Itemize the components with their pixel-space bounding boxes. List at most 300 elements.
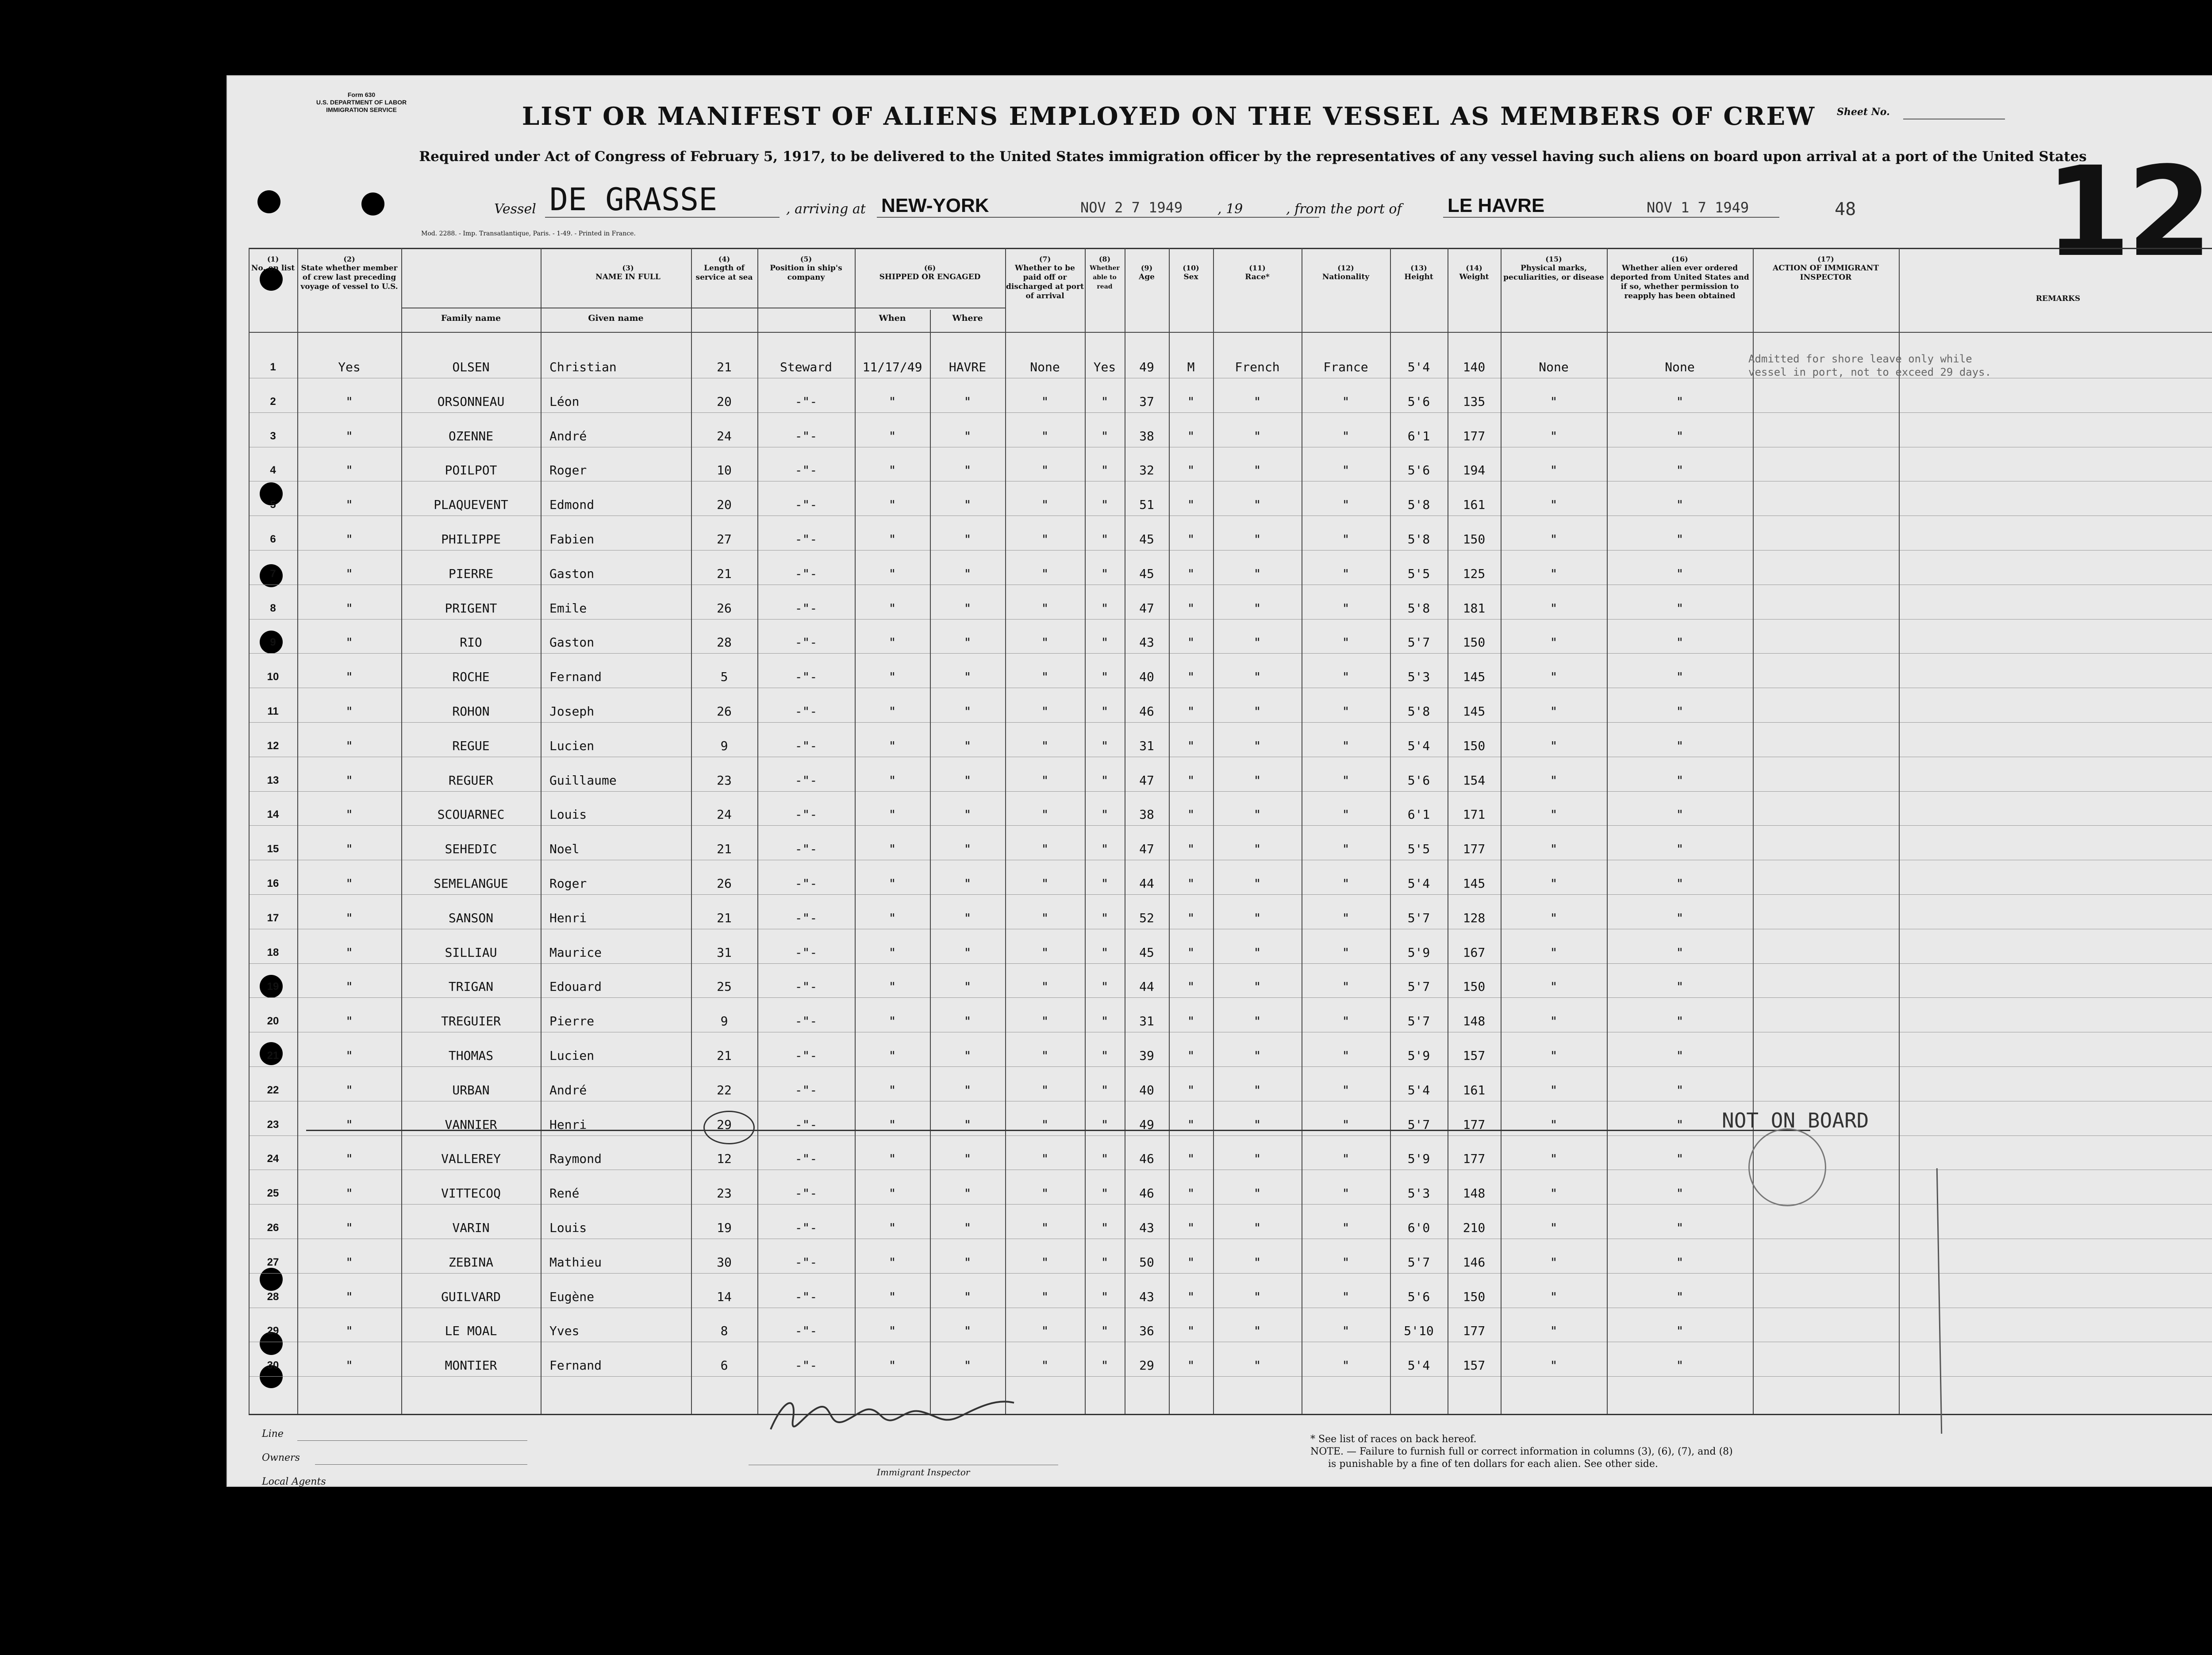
header-age: (9) Age xyxy=(1139,264,1155,281)
cell-marks: " xyxy=(1550,1358,1558,1373)
cell-race: " xyxy=(1253,1220,1261,1235)
col-border xyxy=(1169,248,1170,1414)
cell-weight: 177 xyxy=(1463,1151,1486,1166)
cell-weight: 171 xyxy=(1463,807,1486,822)
cell-when: " xyxy=(888,979,896,994)
cell-marks: " xyxy=(1550,532,1558,547)
cell-where: " xyxy=(964,601,972,616)
header-given-name: Given name xyxy=(588,313,644,323)
cell-nat: " xyxy=(1342,670,1350,684)
cell-nat: " xyxy=(1342,1014,1350,1028)
cell-race: " xyxy=(1253,911,1261,925)
cell-deported: " xyxy=(1676,773,1684,788)
cell-position: -"- xyxy=(795,394,818,409)
form-subtitle: Required under Act of Congress of February 5, 1917, to be delivered to the United States immigration officer by the representatives of any vessel having such aliens on board upon arrival at a port of the United States xyxy=(419,149,2087,165)
cell-sex: " xyxy=(1187,807,1195,822)
cell-weight: 150 xyxy=(1463,532,1486,547)
cell-paid: " xyxy=(1041,911,1049,925)
cell-service: 22 xyxy=(717,1083,732,1097)
cell-height: 5'7 xyxy=(1407,911,1430,925)
cell-prev: Yes xyxy=(338,360,361,374)
cell-race: " xyxy=(1253,1048,1261,1063)
cell-read: " xyxy=(1101,463,1109,477)
col-border xyxy=(1899,248,1900,1414)
vessel-underline xyxy=(545,217,780,218)
col-border xyxy=(401,248,402,1414)
cell-nat: " xyxy=(1342,1289,1350,1304)
cell-marks: " xyxy=(1550,842,1558,856)
cell-nat: " xyxy=(1342,532,1350,547)
sheet-number: 12 xyxy=(2045,140,2208,285)
footer-note-failure: NOTE. — Failure to furnish full or correct information in columns (3), (6), (7), and (8) xyxy=(1310,1446,1733,1457)
cell-prev: " xyxy=(346,429,353,443)
cell-sex: " xyxy=(1187,566,1195,581)
cell-family: VITTECOQ xyxy=(441,1186,501,1201)
cell-where: " xyxy=(964,635,972,650)
cell-sex: " xyxy=(1187,1289,1195,1304)
row-rule xyxy=(249,412,2212,413)
cell-when: " xyxy=(888,842,896,856)
cell-age: 44 xyxy=(1139,979,1154,994)
cell-paid: " xyxy=(1041,429,1049,443)
cell-height: 5'10 xyxy=(1404,1324,1434,1338)
cell-when: " xyxy=(888,566,896,581)
cell-deported: " xyxy=(1676,1083,1684,1097)
header-physical-marks: (15) Physical marks, peculiarities, or disease xyxy=(1503,255,1604,282)
table-header-separator xyxy=(249,332,2212,333)
cell-deported: " xyxy=(1676,497,1684,512)
cell-sex: " xyxy=(1187,1048,1195,1063)
cell-paid: " xyxy=(1041,601,1049,616)
cell-prev: " xyxy=(346,394,353,409)
header-deported: (16) Whether alien ever ordered deported from United States and if so, whether permission to reapply has been obtained xyxy=(1610,255,1749,300)
cell-position: -"- xyxy=(795,1289,818,1304)
row-number: 11 xyxy=(267,705,279,717)
cell-when: " xyxy=(888,945,896,960)
cell-position: -"- xyxy=(795,1014,818,1028)
cell-deported: " xyxy=(1676,601,1684,616)
cell-service: 21 xyxy=(717,360,732,374)
cell-prev: " xyxy=(346,842,353,856)
cell-position: -"- xyxy=(795,739,818,753)
cell-when: " xyxy=(888,704,896,719)
cell-where: " xyxy=(964,1151,972,1166)
cell-read: " xyxy=(1101,532,1109,547)
cell-sex: " xyxy=(1187,739,1195,753)
cell-position: -"- xyxy=(795,1186,818,1201)
cell-race: " xyxy=(1253,1151,1261,1166)
cell-family: PIERRE xyxy=(448,566,494,581)
cell-marks: " xyxy=(1550,739,1558,753)
cell-given: René xyxy=(549,1186,580,1201)
service-circle-mark xyxy=(703,1111,755,1144)
cell-position: -"- xyxy=(795,1220,818,1235)
cell-read: " xyxy=(1101,842,1109,856)
cell-race: " xyxy=(1253,601,1261,616)
cell-weight: 150 xyxy=(1463,635,1486,650)
cell-sex: " xyxy=(1187,1324,1195,1338)
row-number: 17 xyxy=(267,912,279,924)
cell-nat: " xyxy=(1342,842,1350,856)
cell-when: " xyxy=(888,773,896,788)
arrival-date: NOV 2 7 1949 xyxy=(1080,199,1183,216)
cell-paid: " xyxy=(1041,1186,1049,1201)
cell-nat: " xyxy=(1342,1324,1350,1338)
cell-given: Henri xyxy=(549,1117,587,1132)
cell-deported: " xyxy=(1676,566,1684,581)
row-number: 6 xyxy=(270,533,276,545)
cell-when: " xyxy=(888,1358,896,1373)
cell-when: " xyxy=(888,670,896,684)
cell-service: 9 xyxy=(720,1014,728,1028)
cell-prev: " xyxy=(346,1014,353,1028)
row-number: 15 xyxy=(267,843,279,855)
cell-nat: " xyxy=(1342,807,1350,822)
cell-marks: " xyxy=(1550,601,1558,616)
cell-height: 5'4 xyxy=(1407,1083,1430,1097)
cell-read: " xyxy=(1101,670,1109,684)
cell-prev: " xyxy=(346,1220,353,1235)
footer-agents-label: Local Agents xyxy=(262,1476,326,1487)
cell-prev: " xyxy=(346,911,353,925)
cell-service: 21 xyxy=(717,842,732,856)
cell-where: " xyxy=(964,807,972,822)
row-rule xyxy=(249,653,2212,654)
cell-position: -"- xyxy=(795,1117,818,1132)
cell-age: 51 xyxy=(1139,497,1154,512)
cell-where: " xyxy=(964,1083,972,1097)
row-number: 23 xyxy=(267,1119,279,1131)
cell-prev: " xyxy=(346,979,353,994)
cell-prev: " xyxy=(346,497,353,512)
cell-family: RIO xyxy=(460,635,482,650)
cell-where: " xyxy=(964,1117,972,1132)
cell-marks: " xyxy=(1550,1324,1558,1338)
col-border xyxy=(1753,248,1754,1414)
cell-marks: " xyxy=(1550,704,1558,719)
cell-family: POILPOT xyxy=(445,463,497,477)
row-rule xyxy=(249,997,2212,998)
cell-where: " xyxy=(964,1255,972,1270)
row-rule xyxy=(249,894,2212,895)
cell-deported: " xyxy=(1676,1358,1684,1373)
cell-given: Fernand xyxy=(549,1358,602,1373)
cell-position: -"- xyxy=(795,463,818,477)
header-shipped: (6) SHIPPED OR ENGAGED xyxy=(879,264,981,281)
cell-weight: 148 xyxy=(1463,1186,1486,1201)
cell-deported: None xyxy=(1665,360,1695,374)
cell-height: 5'9 xyxy=(1407,1151,1430,1166)
cell-age: 32 xyxy=(1139,463,1154,477)
row-rule xyxy=(249,1376,2212,1377)
cell-family: OZENNE xyxy=(448,429,494,443)
cell-weight: 157 xyxy=(1463,1358,1486,1373)
cell-given: Roger xyxy=(549,463,587,477)
cell-position: -"- xyxy=(795,1324,818,1338)
cell-height: 5'4 xyxy=(1407,739,1430,753)
cell-marks: " xyxy=(1550,1186,1558,1201)
arriving-underline xyxy=(877,217,1319,218)
cell-race: " xyxy=(1253,497,1261,512)
cell-weight: 194 xyxy=(1463,463,1486,477)
cell-given: Edouard xyxy=(549,979,602,994)
cell-paid: " xyxy=(1041,566,1049,581)
cell-weight: 145 xyxy=(1463,670,1486,684)
cell-given: Guillaume xyxy=(549,773,617,788)
cell-sex: M xyxy=(1187,360,1195,374)
cell-weight: 181 xyxy=(1463,601,1486,616)
cell-weight: 177 xyxy=(1463,429,1486,443)
cell-deported: " xyxy=(1676,1117,1684,1132)
arriving-label: , arriving at xyxy=(786,201,866,217)
cell-position: -"- xyxy=(795,1048,818,1063)
row-number: 3 xyxy=(270,430,276,442)
cell-age: 46 xyxy=(1139,1186,1154,1201)
cell-family: PLAQUEVENT xyxy=(434,497,508,512)
cell-race: " xyxy=(1253,945,1261,960)
cell-height: 6'1 xyxy=(1407,807,1430,822)
row-number: 4 xyxy=(270,464,276,476)
service-name: IMMIGRATION SERVICE xyxy=(326,106,397,113)
cell-family: SEMELANGUE xyxy=(434,876,508,891)
department-name: U.S. DEPARTMENT OF LABOR xyxy=(316,99,407,106)
cell-marks: " xyxy=(1550,635,1558,650)
cell-marks: " xyxy=(1550,1014,1558,1028)
cell-given: Edmond xyxy=(549,497,595,512)
cell-race: " xyxy=(1253,773,1261,788)
cell-paid: " xyxy=(1041,1014,1049,1028)
cell-marks: " xyxy=(1550,807,1558,822)
cell-prev: " xyxy=(346,1324,353,1338)
cell-prev: " xyxy=(346,739,353,753)
cell-service: 27 xyxy=(717,532,732,547)
cell-height: 5'7 xyxy=(1407,635,1430,650)
row-number: 14 xyxy=(267,808,279,820)
cell-nat: " xyxy=(1342,1220,1350,1235)
cell-sex: " xyxy=(1187,1358,1195,1373)
cell-sex: " xyxy=(1187,876,1195,891)
cell-deported: " xyxy=(1676,911,1684,925)
punch-hole xyxy=(361,192,384,216)
cell-marks: " xyxy=(1550,1289,1558,1304)
from-underline xyxy=(1443,217,1779,218)
printer-note: Mod. 2288. - Imp. Transatlantique, Paris. - 1-49. - Printed in France. xyxy=(421,230,636,237)
cell-age: 38 xyxy=(1139,807,1154,822)
cell-marks: " xyxy=(1550,1083,1558,1097)
cell-position: -"- xyxy=(795,532,818,547)
cell-age: 43 xyxy=(1139,635,1154,650)
row-number: 5 xyxy=(270,499,276,511)
header-weight: (14) Weight xyxy=(1459,264,1489,281)
row-number: 22 xyxy=(267,1084,279,1096)
row-number: 13 xyxy=(267,774,279,786)
cell-given: Léon xyxy=(549,394,580,409)
not-on-board-stamp: NOT ON BOARD xyxy=(1722,1108,1869,1132)
cell-age: 47 xyxy=(1139,601,1154,616)
header-when: When xyxy=(879,313,906,323)
cell-read: " xyxy=(1101,1358,1109,1373)
cell-read: " xyxy=(1101,497,1109,512)
cell-sex: " xyxy=(1187,497,1195,512)
row-number: 8 xyxy=(270,602,276,614)
cell-service: 21 xyxy=(717,566,732,581)
cell-race: " xyxy=(1253,1014,1261,1028)
cell-where: " xyxy=(964,842,972,856)
cell-marks: " xyxy=(1550,1255,1558,1270)
cell-read: " xyxy=(1101,394,1109,409)
cell-read: " xyxy=(1101,1289,1109,1304)
cell-height: 5'3 xyxy=(1407,1186,1430,1201)
cell-race: " xyxy=(1253,1358,1261,1373)
cell-when: " xyxy=(888,1255,896,1270)
cell-family: SCOUARNEC xyxy=(437,807,505,822)
cell-deported: " xyxy=(1676,945,1684,960)
cell-given: André xyxy=(549,1083,587,1097)
col-border xyxy=(1501,248,1502,1414)
cell-sex: " xyxy=(1187,1083,1195,1097)
cell-read: " xyxy=(1101,429,1109,443)
cell-race: " xyxy=(1253,807,1261,822)
cell-when: " xyxy=(888,807,896,822)
cell-age: 52 xyxy=(1139,911,1154,925)
cell-position: -"- xyxy=(795,1358,818,1373)
cell-sex: " xyxy=(1187,1255,1195,1270)
cell-age: 43 xyxy=(1139,1220,1154,1235)
cell-given: Yves xyxy=(549,1324,580,1338)
row-number: 28 xyxy=(267,1291,279,1303)
cell-race: " xyxy=(1253,739,1261,753)
cell-family: VANNIER xyxy=(445,1117,497,1132)
cell-weight: 150 xyxy=(1463,739,1486,753)
cell-prev: " xyxy=(346,876,353,891)
cell-family: URBAN xyxy=(452,1083,490,1097)
cell-paid: " xyxy=(1041,532,1049,547)
cell-when: " xyxy=(888,497,896,512)
cell-position: -"- xyxy=(795,601,818,616)
cell-race: " xyxy=(1253,979,1261,994)
cell-when: " xyxy=(888,1083,896,1097)
cell-sex: " xyxy=(1187,670,1195,684)
cell-where: " xyxy=(964,739,972,753)
cell-family: ROCHE xyxy=(452,670,490,684)
cell-height: 5'9 xyxy=(1407,1048,1430,1063)
cell-nat: " xyxy=(1342,497,1350,512)
row-rule xyxy=(249,1204,2212,1205)
cell-nat: " xyxy=(1342,1186,1350,1201)
cell-paid: " xyxy=(1041,497,1049,512)
cell-where: " xyxy=(964,979,972,994)
cell-position: -"- xyxy=(795,566,818,581)
cell-age: 50 xyxy=(1139,1255,1154,1270)
cell-where: " xyxy=(964,704,972,719)
cell-weight: 150 xyxy=(1463,1289,1486,1304)
cell-age: 36 xyxy=(1139,1324,1154,1338)
cell-marks: " xyxy=(1550,1220,1558,1235)
row-rule xyxy=(249,825,2212,826)
cell-paid: " xyxy=(1041,635,1049,650)
cell-height: 5'7 xyxy=(1407,1014,1430,1028)
cell-family: ORSONNEAU xyxy=(437,394,505,409)
from-label: , from the port of xyxy=(1286,201,1402,217)
cell-height: 5'4 xyxy=(1407,1358,1430,1373)
cell-paid: " xyxy=(1041,704,1049,719)
cell-sex: " xyxy=(1187,429,1195,443)
cell-age: 29 xyxy=(1139,1358,1154,1373)
cell-height: 5'5 xyxy=(1407,566,1430,581)
cell-service: 31 xyxy=(717,945,732,960)
cell-age: 39 xyxy=(1139,1048,1154,1063)
cell-height: 5'8 xyxy=(1407,704,1430,719)
cell-marks: " xyxy=(1550,979,1558,994)
cell-race: " xyxy=(1253,1117,1261,1132)
manifest-sheet xyxy=(227,75,2212,1487)
vessel-name: DE GRASSE xyxy=(549,181,718,218)
header-service: (4) Length of service at sea xyxy=(695,255,753,282)
cell-service: 23 xyxy=(717,1186,732,1201)
cell-given: Louis xyxy=(549,1220,587,1235)
cell-given: Lucien xyxy=(549,739,595,753)
cell-family: REGUE xyxy=(452,739,490,753)
cell-sex: " xyxy=(1187,463,1195,477)
cell-service: 24 xyxy=(717,807,732,822)
cell-where: " xyxy=(964,1220,972,1235)
cell-where: " xyxy=(964,463,972,477)
cell-prev: " xyxy=(346,601,353,616)
cell-position: -"- xyxy=(795,842,818,856)
cell-service: 19 xyxy=(717,1220,732,1235)
cell-prev: " xyxy=(346,945,353,960)
footer-note-races: * See list of races on back hereof. xyxy=(1310,1434,1477,1445)
col-border xyxy=(855,248,856,1414)
cell-read: " xyxy=(1101,1255,1109,1270)
header-sex: (10) Sex xyxy=(1183,264,1199,281)
footer-line-rule xyxy=(297,1440,527,1441)
cell-race: " xyxy=(1253,532,1261,547)
cell-sex: " xyxy=(1187,842,1195,856)
cell-family: SEHEDIC xyxy=(445,842,497,856)
cell-marks: " xyxy=(1550,911,1558,925)
cell-given: André xyxy=(549,429,587,443)
cell-nat: " xyxy=(1342,945,1350,960)
cell-nat: " xyxy=(1342,463,1350,477)
cell-when: " xyxy=(888,1151,896,1166)
cell-weight: 146 xyxy=(1463,1255,1486,1270)
cell-read: " xyxy=(1101,739,1109,753)
cell-paid: " xyxy=(1041,842,1049,856)
row-number: 18 xyxy=(267,947,279,958)
cell-age: 45 xyxy=(1139,566,1154,581)
cell-paid: " xyxy=(1041,773,1049,788)
cell-where: " xyxy=(964,566,972,581)
cell-sex: " xyxy=(1187,1117,1195,1132)
cell-given: Fabien xyxy=(549,532,595,547)
cell-nat: " xyxy=(1342,429,1350,443)
cell-prev: " xyxy=(346,1083,353,1097)
cell-where: " xyxy=(964,1186,972,1201)
cell-age: 31 xyxy=(1139,1014,1154,1028)
cell-prev: " xyxy=(346,635,353,650)
header-read: (8) Whether able to read xyxy=(1090,255,1120,290)
year-label: , 19 xyxy=(1217,201,1243,217)
cell-read: " xyxy=(1101,1151,1109,1166)
header-name: (3) NAME IN FULL xyxy=(595,264,661,281)
cell-service: 20 xyxy=(717,394,732,409)
header-remarks: REMARKS xyxy=(2035,294,2081,303)
cell-deported: " xyxy=(1676,704,1684,719)
cell-paid: " xyxy=(1041,1324,1049,1338)
cell-deported: " xyxy=(1676,463,1684,477)
cell-race: French xyxy=(1235,360,1280,374)
